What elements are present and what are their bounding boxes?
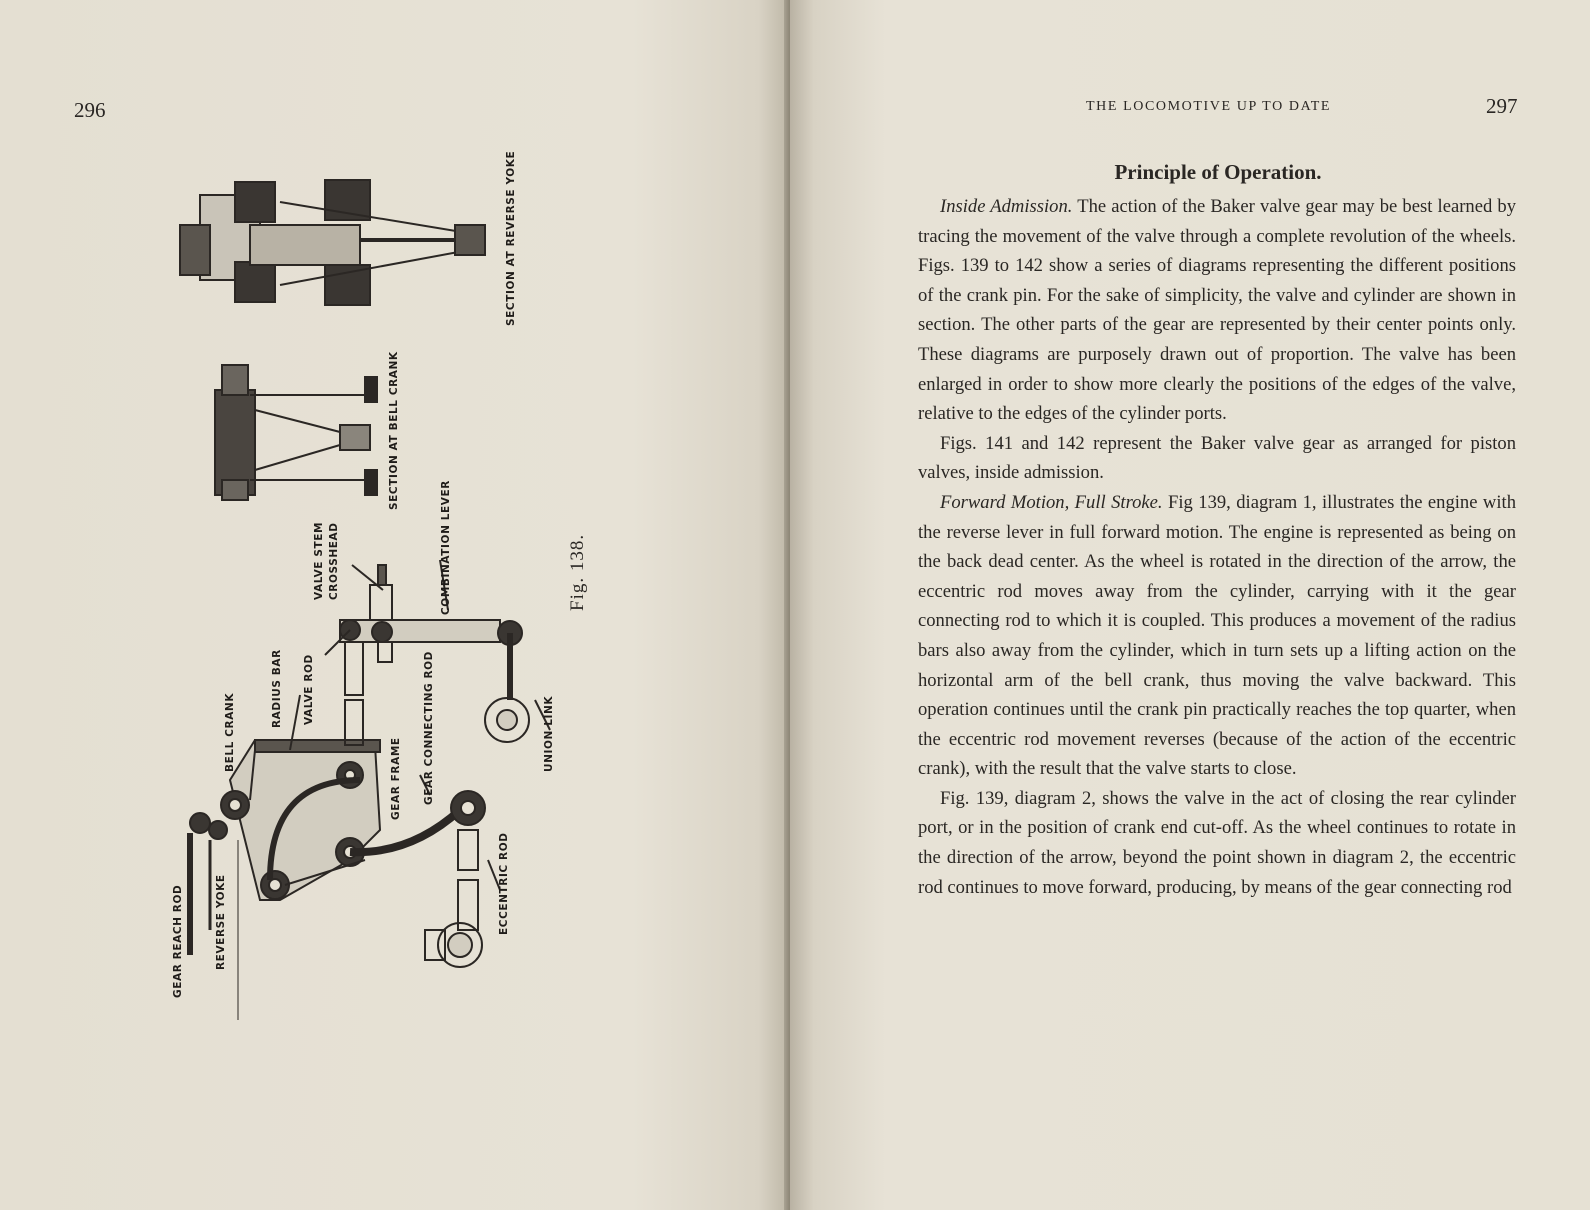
body-text [918,192,1516,902]
valve-gear-figure [150,140,610,1020]
paragraph [918,429,1516,488]
label-gear-connecting-rod: GEAR CONNECTING ROD [423,650,435,805]
label-valve-stem: VALVE STEM [313,521,325,600]
label-valve-rod: VALVE ROD [303,654,315,725]
paragraph-lead: Inside Admission. [940,196,1073,217]
label-gear-frame: GEAR FRAME [390,737,402,820]
label-eccentric-rod: ECCENTRIC ROD [498,832,510,935]
right-page-number: 297 [1486,94,1518,118]
running-head: THE LOCOMOTIVE UP TO DATE [1086,99,1332,114]
paragraph-lead: Forward Motion, Full Stroke. [940,491,1163,513]
label-crosshead: CROSSHEAD [328,522,340,600]
paragraph [918,488,1516,784]
label-section-reverse-yoke: SECTION AT REVERSE YOKE [505,150,517,326]
paragraph [918,784,1516,902]
label-radius-bar: RADIUS BAR [271,649,283,728]
label-union-link: UNION LINK [543,695,555,772]
left-page-number: 296 [74,98,106,122]
paragraph-text: Fig. 139, diagram 2, shows the valve in the act of closing the rear cylinder port, or in the position of crank end cut-off. As the wheel continues to rotate in the direction of the arrow, beyond the point shown in diagram 2, the eccentric rod continues to move forward, producing, by means of the gear connecting rod [918,787,1516,898]
label-combination-lever: COMBINATION LEVER [440,480,452,615]
label-section-bell-crank: SECTION AT BELL CRANK [388,351,400,510]
section-title: Principle of Operation. [1114,160,1322,184]
paragraph-text: Fig 139, diagram 1, illustrates the engine with the reverse lever in full forward motion. The engine is represented as being on the back dead center. As the wheel is rotated in the direction of the arrow, the eccentric rod moves away from the cylinder, carrying with it the gear connecting rod to which it is coupled. This produces a movement of the radius bars also away from the cylinder, which in turn sets up a lifting action on the horizontal arm of the bell crank, thus moving the valve backward. This operation continues until the crank pin practically reaches the top quarter, when the eccentric rod movement reverses (because of the action of the eccentric crank), with the result that the valve starts to close. [918,491,1516,780]
label-gear-reach-rod: GEAR REACH ROD [172,884,184,998]
left-page [0,0,790,1210]
label-bell-crank: BELL CRANK [224,692,236,772]
figure-caption: Fig. 138. [567,533,588,611]
paragraph-text: Figs. 141 and 142 represent the Baker valve gear as arranged for piston valves, inside admission. [918,432,1516,484]
label-reverse-yoke: REVERSE YOKE [215,874,227,970]
paragraph [918,192,1516,429]
paragraph-text: The action of the Baker valve gear may be best learned by tracing the movement of the valve through a complete revolution of the wheels. Figs. 139 to 142 show a series of diagrams representing the different positions of the crank pin. For the sake of simplicity, the valve and cylinder are shown in section. The other parts of the gear are represented by their center points only. These diagrams are purposely drawn out of proportion. The valve has been enlarged in order to show more clearly the positions of the edges of the valve, relative to the edges of the cylinder ports. [918,196,1516,425]
